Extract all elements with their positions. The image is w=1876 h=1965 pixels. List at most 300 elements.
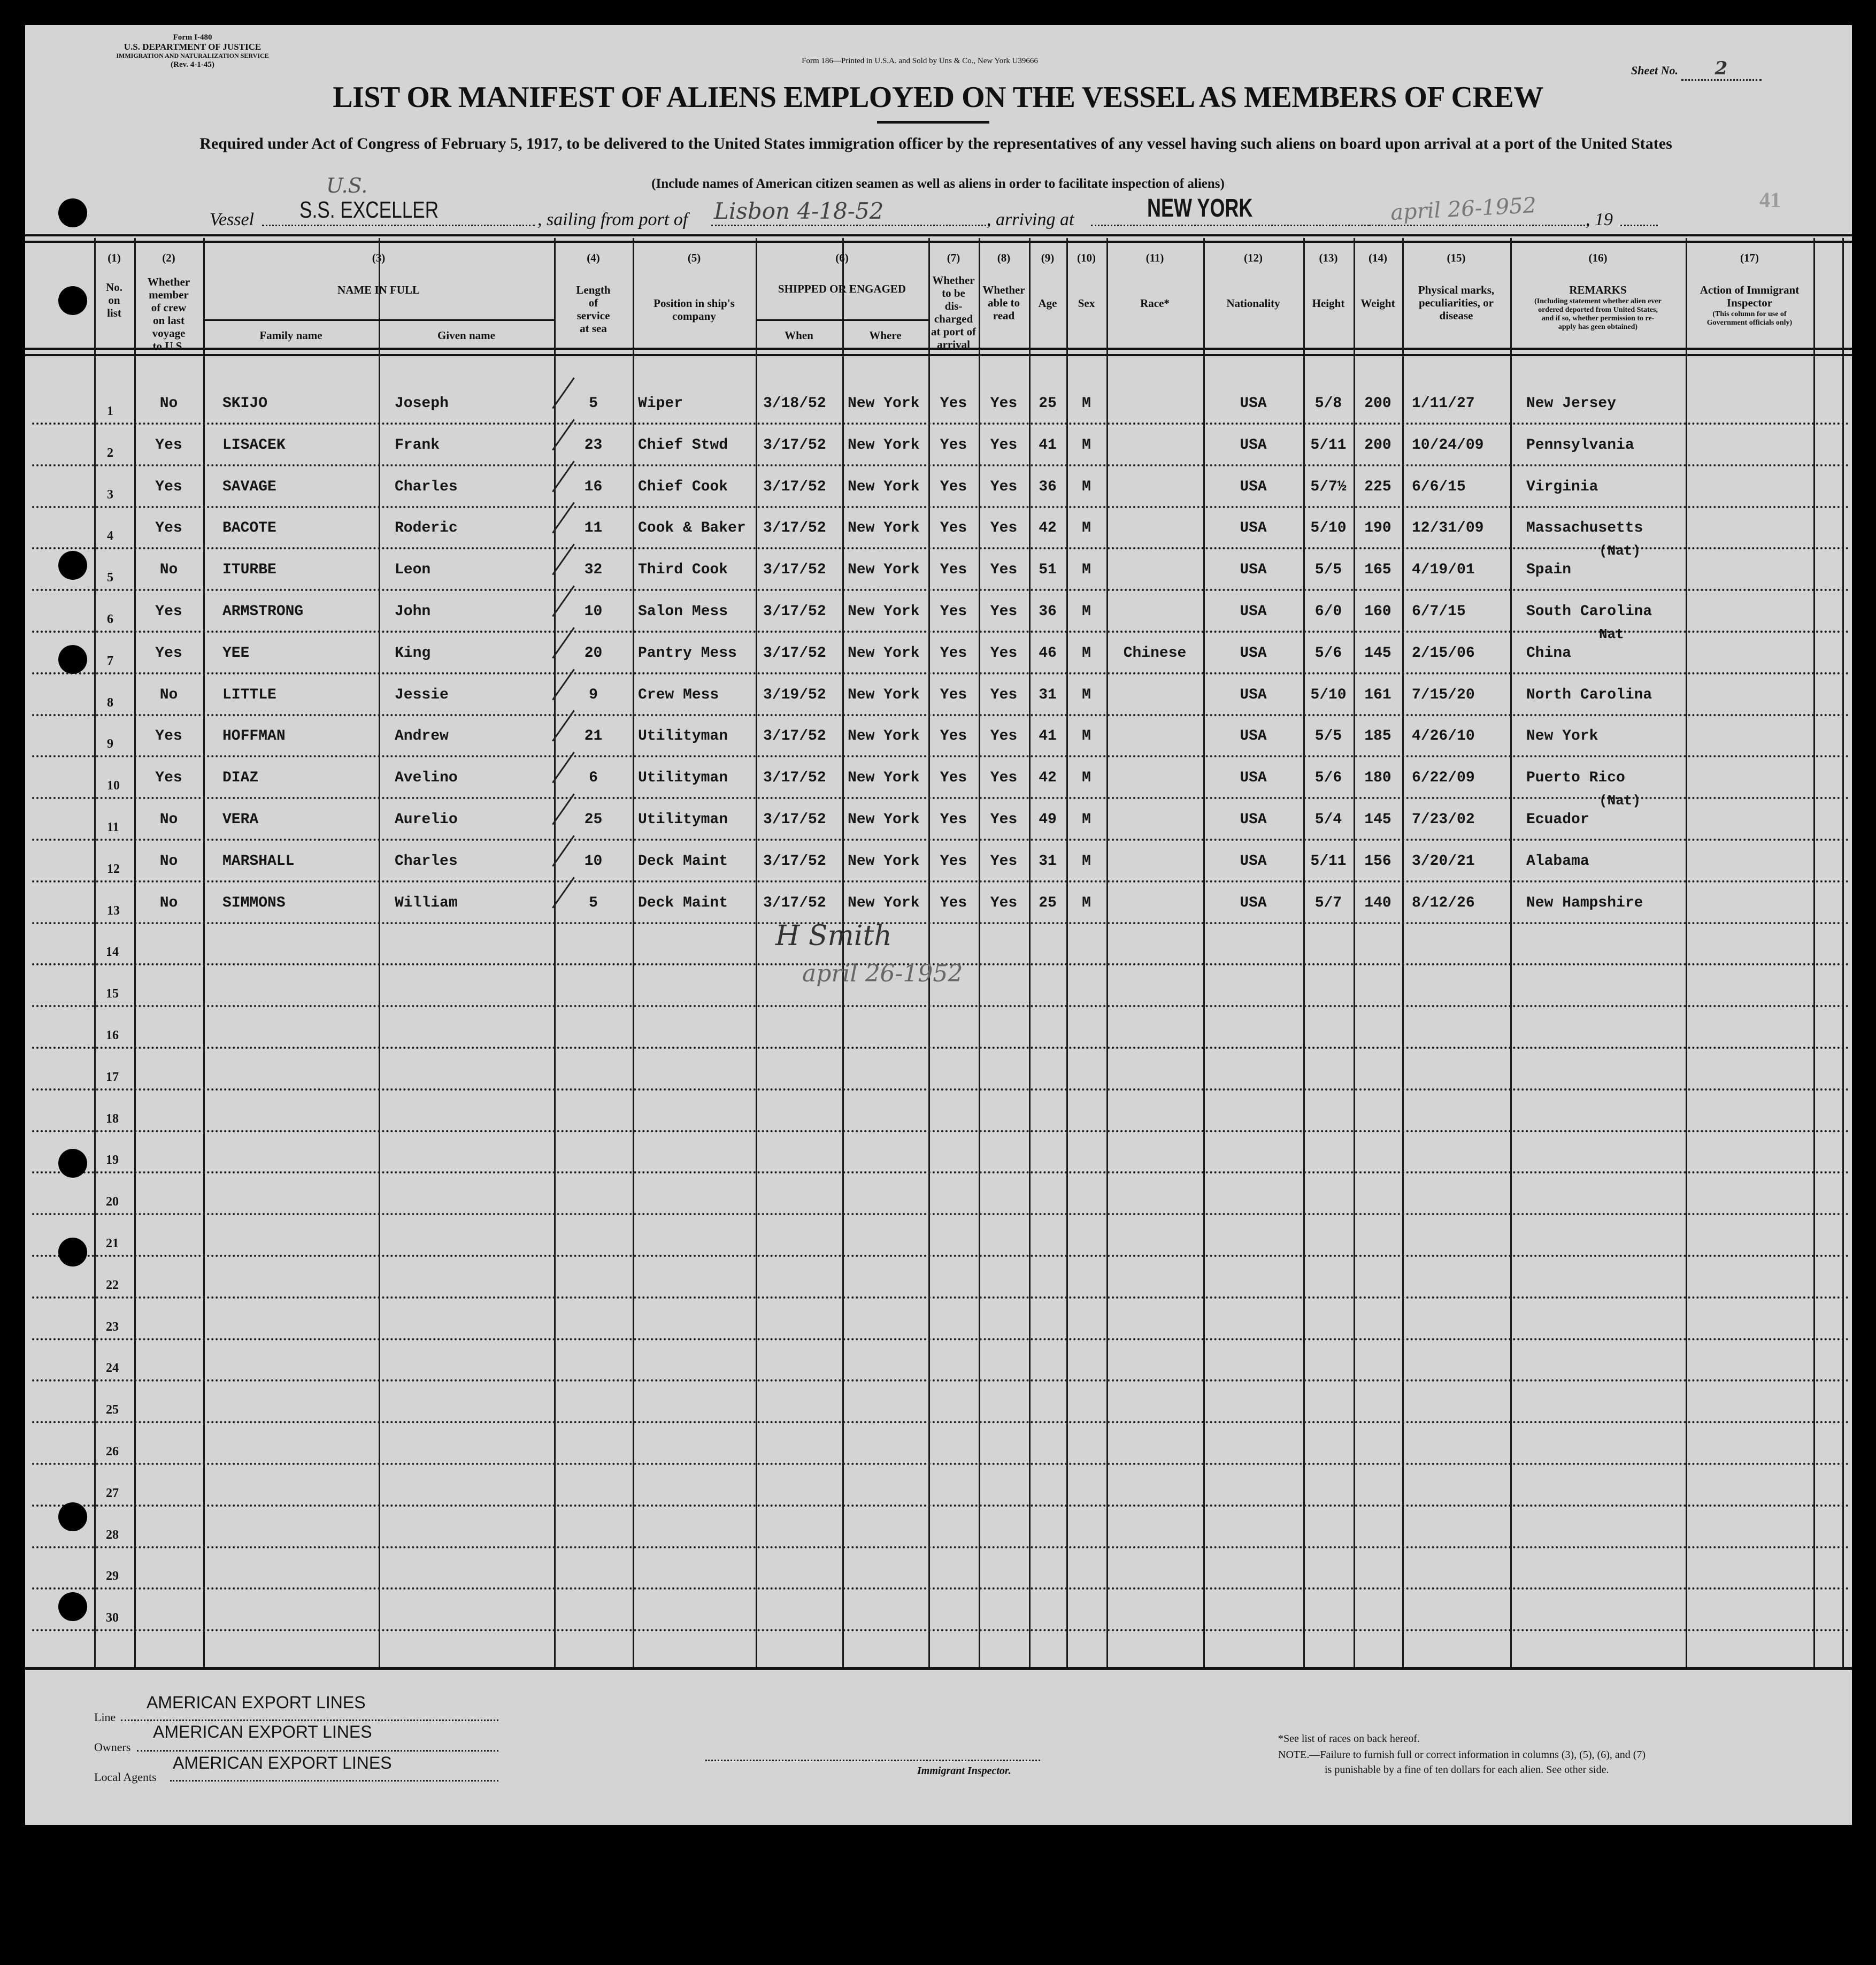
cell-age: 41 xyxy=(1039,437,1057,454)
shipped-subheader-rule xyxy=(756,319,928,321)
cell-position: Deck Maint xyxy=(638,853,728,870)
row-number: 23 xyxy=(106,1320,119,1334)
agents-value: AMERICAN EXPORT LINES xyxy=(173,1753,392,1772)
column-number-c16: (16) xyxy=(1588,251,1608,264)
cell-given: John xyxy=(395,603,431,620)
cell-sex: M xyxy=(1082,395,1091,412)
date-field-line xyxy=(1369,225,1588,226)
arrival-date: april 26-1952 xyxy=(1389,193,1537,226)
cell-physical: 7/15/20 xyxy=(1412,687,1475,703)
cell-remarks: South Carolina xyxy=(1526,603,1652,620)
cell-length: 6 xyxy=(589,770,598,786)
cell-read: Yes xyxy=(990,437,1018,454)
cell-physical: 4/26/10 xyxy=(1412,728,1475,744)
cell-weight: 180 xyxy=(1364,770,1391,786)
cell-where: New York xyxy=(848,395,920,412)
cell-age: 51 xyxy=(1039,562,1057,578)
cell-nationality: USA xyxy=(1240,437,1267,454)
column-header-c11: Race* xyxy=(1140,297,1170,310)
cell-where: New York xyxy=(848,811,920,828)
cell-nationality: USA xyxy=(1240,603,1267,620)
cell-sex: M xyxy=(1082,437,1091,454)
cell-remarks: Puerto Rico xyxy=(1526,770,1625,786)
service-name: IMMIGRATION AND NATURALIZATION SERVICE xyxy=(116,52,269,59)
cell-crew: No xyxy=(159,687,178,703)
cell-when: 3/17/52 xyxy=(763,728,826,744)
binder-hole xyxy=(58,1149,87,1178)
cell-when: 3/17/52 xyxy=(763,603,826,620)
cell-length: 23 xyxy=(584,437,603,454)
cell-discharged: Yes xyxy=(940,562,967,578)
column-header-c6: SHIPPED OR ENGAGED xyxy=(778,282,906,295)
cell-read: Yes xyxy=(990,728,1018,744)
row-rule xyxy=(32,1546,1850,1548)
note-label: NOTE. xyxy=(1278,1749,1310,1761)
cell-when: 3/17/52 xyxy=(763,437,826,454)
cell-length: 11 xyxy=(584,520,603,536)
row-number: 24 xyxy=(106,1361,119,1375)
cell-physical: 10/24/09 xyxy=(1412,437,1484,454)
cell-weight: 145 xyxy=(1364,811,1391,828)
margin-number: 41 xyxy=(1759,188,1781,212)
cell-weight: 165 xyxy=(1364,562,1391,578)
cell-given: Aurelio xyxy=(395,811,458,828)
cell-given: Jessie xyxy=(395,687,449,703)
inspector-signature-date: april 26-1952 xyxy=(802,960,963,987)
cell-age: 49 xyxy=(1039,811,1057,828)
cell-where: New York xyxy=(848,728,920,744)
column-header-c15: Physical marks, peculiarities, or disease xyxy=(1418,283,1495,322)
row-rule xyxy=(32,880,1850,882)
cell-weight: 190 xyxy=(1364,520,1391,536)
cell-physical: 2/15/06 xyxy=(1412,645,1475,662)
cell-weight: 160 xyxy=(1364,603,1391,620)
row-number: 30 xyxy=(106,1611,119,1625)
cell-sex: M xyxy=(1082,687,1091,703)
cell-nationality: USA xyxy=(1240,853,1267,870)
column-number-c10: (10) xyxy=(1077,251,1096,264)
cell-discharged: Yes xyxy=(940,728,967,744)
column-divider xyxy=(1686,238,1687,1667)
cell-read: Yes xyxy=(990,645,1018,662)
cell-family: BACOTE xyxy=(222,520,276,536)
cell-position: Pantry Mess xyxy=(638,645,737,662)
cell-remarks: New Hampshire xyxy=(1526,895,1643,911)
row-number: 8 xyxy=(107,696,113,710)
instruction: (Include names of American citizen seamen as well as aliens in order to facilitate inspection of aliens) xyxy=(651,176,1225,191)
cell-physical: 6/6/15 xyxy=(1412,479,1466,495)
year-field-line xyxy=(1620,225,1658,226)
row-rule xyxy=(32,1505,1850,1507)
cell-read: Yes xyxy=(990,895,1018,911)
binder-hole xyxy=(58,286,87,315)
cell-height: 5/7½ xyxy=(1310,479,1347,495)
line-label: Line xyxy=(94,1710,116,1724)
cell-position: Utilityman xyxy=(638,770,728,786)
name-subheader-rule xyxy=(203,319,554,321)
row-number: 29 xyxy=(106,1569,119,1583)
cell-crew: No xyxy=(159,395,178,412)
cell-discharged: Yes xyxy=(940,811,967,828)
cell-family: SAVAGE xyxy=(222,479,276,495)
row-number: 28 xyxy=(106,1528,119,1542)
row-rule xyxy=(32,1255,1850,1257)
cell-family: VERA xyxy=(222,811,259,828)
cell-sex: M xyxy=(1082,520,1091,536)
remarks-note: Nat xyxy=(1599,626,1624,642)
column-header-family-name: Family name xyxy=(259,329,322,342)
cell-age: 25 xyxy=(1039,895,1057,911)
row-number: 26 xyxy=(106,1445,119,1459)
row-rule xyxy=(32,1463,1850,1465)
cell-crew: No xyxy=(159,853,178,870)
cell-crew: Yes xyxy=(155,770,182,786)
owners-label: Owners xyxy=(94,1740,131,1754)
year-label: , 19 xyxy=(1586,210,1613,229)
binder-hole xyxy=(58,551,87,580)
cell-given: Charles xyxy=(395,479,458,495)
cell-nationality: USA xyxy=(1240,479,1267,495)
binder-hole xyxy=(58,645,87,674)
column-header-c4: Length of service at sea xyxy=(576,283,611,335)
sailing-port: Lisbon 4-18-52 xyxy=(714,198,884,224)
penalty-note xyxy=(1278,1749,1646,1761)
remarks-note: (Nat) xyxy=(1599,793,1641,809)
line-value: AMERICAN EXPORT LINES xyxy=(147,1693,366,1712)
cell-position: Salon Mess xyxy=(638,603,728,620)
row-rule xyxy=(32,797,1850,799)
column-number-c14: (14) xyxy=(1368,251,1387,264)
row-rule xyxy=(32,547,1850,549)
column-header-c2: Whether member of crew on last voyage to U.S. xyxy=(147,275,190,352)
cell-height: 5/10 xyxy=(1310,687,1347,703)
cell-nationality: USA xyxy=(1240,895,1267,911)
column-number-c15: (15) xyxy=(1447,251,1466,264)
cell-discharged: Yes xyxy=(940,437,967,454)
cell-when: 3/18/52 xyxy=(763,395,826,412)
cell-crew: No xyxy=(159,562,178,578)
cell-remarks: Virginia xyxy=(1526,479,1598,495)
arriving-field-line xyxy=(1091,225,1369,226)
cell-age: 31 xyxy=(1039,687,1057,703)
cell-position: Third Cook xyxy=(638,562,728,578)
cell-where: New York xyxy=(848,562,920,578)
cell-sex: M xyxy=(1082,811,1091,828)
cell-length: 25 xyxy=(584,811,603,828)
cell-race: Chinese xyxy=(1123,645,1187,662)
cell-crew: Yes xyxy=(155,520,182,536)
column-header-when: When xyxy=(785,329,813,342)
cell-where: New York xyxy=(848,687,920,703)
vessel-field-line xyxy=(262,225,535,226)
cell-height: 5/8 xyxy=(1314,395,1342,412)
column-number-c8: (8) xyxy=(997,251,1011,264)
inspector-signature-line xyxy=(705,1760,1040,1761)
cell-age: 25 xyxy=(1039,395,1057,412)
column-header-c9: Age xyxy=(1038,297,1057,310)
cell-when: 3/17/52 xyxy=(763,520,826,536)
page-title: LIST OR MANIFEST OF ALIENS EMPLOYED ON THE VESSEL AS MEMBERS OF CREW xyxy=(333,81,1543,114)
cell-age: 42 xyxy=(1039,770,1057,786)
column-number-c13: (13) xyxy=(1319,251,1338,264)
cell-family: MARSHALL xyxy=(222,853,295,870)
row-rule xyxy=(32,1047,1850,1049)
column-header-c8: Whether able to read xyxy=(982,283,1025,322)
cell-given: Leon xyxy=(395,562,431,578)
row-number: 7 xyxy=(107,654,113,668)
cell-remarks: North Carolina xyxy=(1526,687,1652,703)
cell-weight: 200 xyxy=(1364,395,1391,412)
cell-crew: No xyxy=(159,895,178,911)
cell-weight: 156 xyxy=(1364,853,1391,870)
note-text: —Failure to furnish full or correct information in columns (3), (5), (6), and (7) xyxy=(1309,1749,1646,1761)
row-number: 2 xyxy=(107,446,113,460)
row-number: 11 xyxy=(107,820,119,834)
row-rule xyxy=(32,1338,1850,1340)
cell-where: New York xyxy=(848,520,920,536)
cell-weight: 185 xyxy=(1364,728,1391,744)
cell-crew: Yes xyxy=(155,645,182,662)
cell-length: 9 xyxy=(589,687,598,703)
cell-nationality: USA xyxy=(1240,395,1267,412)
column-header-c13: Height xyxy=(1312,297,1345,310)
cell-sex: M xyxy=(1082,603,1091,620)
column-divider xyxy=(1842,238,1844,1667)
races-note: *See list of races on back hereof. xyxy=(1278,1733,1420,1745)
table-top-rule xyxy=(25,241,1852,243)
row-rule xyxy=(32,1379,1850,1381)
cell-given: Frank xyxy=(395,437,440,454)
column-header-c7: Whether to be dis- charged at port of arrival xyxy=(931,274,976,351)
row-number: 14 xyxy=(106,945,119,959)
cell-crew: Yes xyxy=(155,479,182,495)
cell-length: 5 xyxy=(589,395,598,412)
cell-nationality: USA xyxy=(1240,728,1267,744)
cell-where: New York xyxy=(848,603,920,620)
column-number-c17: (17) xyxy=(1740,251,1759,264)
cell-sex: M xyxy=(1082,479,1091,495)
column-number-c5: (5) xyxy=(687,251,701,264)
row-number: 25 xyxy=(106,1403,119,1417)
cell-weight: 145 xyxy=(1364,645,1391,662)
cell-given: Andrew xyxy=(395,728,449,744)
row-number: 16 xyxy=(106,1028,119,1042)
cell-length: 5 xyxy=(589,895,598,911)
vessel-annotation: U.S. xyxy=(326,174,368,197)
row-number: 19 xyxy=(106,1153,119,1167)
cell-age: 36 xyxy=(1039,603,1057,620)
cell-position: Crew Mess xyxy=(638,687,719,703)
row-rule xyxy=(32,1005,1850,1007)
cell-remarks: China xyxy=(1526,645,1572,662)
sheet-value: 2 xyxy=(1681,58,1762,81)
row-rule xyxy=(32,423,1850,425)
penalty-note-continued: is punishable by a fine of ten dollars for each alien. See other side. xyxy=(1325,1764,1609,1776)
cell-family: SKIJO xyxy=(222,395,268,412)
cell-remarks: Ecuador xyxy=(1526,811,1589,828)
cell-position: Deck Maint xyxy=(638,895,728,911)
cell-where: New York xyxy=(848,770,920,786)
column-number-c3: (3) xyxy=(372,251,386,264)
cell-family: LISACEK xyxy=(222,437,286,454)
cell-given: Charles xyxy=(395,853,458,870)
cell-physical: 6/7/15 xyxy=(1412,603,1466,620)
cell-position: Utilityman xyxy=(638,728,728,744)
cell-discharged: Yes xyxy=(940,687,967,703)
cell-family: LITTLE xyxy=(222,687,276,703)
cell-where: New York xyxy=(848,645,920,662)
cell-given: King xyxy=(395,645,431,662)
cell-height: 5/5 xyxy=(1314,728,1342,744)
cell-physical: 7/23/02 xyxy=(1412,811,1475,828)
cell-nationality: USA xyxy=(1240,770,1267,786)
cell-when: 3/17/52 xyxy=(763,770,826,786)
cell-where: New York xyxy=(848,895,920,911)
form-revision: (Rev. 4-1-45) xyxy=(171,60,214,69)
cell-given: Roderic xyxy=(395,520,458,536)
cell-length: 16 xyxy=(584,479,603,495)
cell-where: New York xyxy=(848,853,920,870)
cell-height: 5/7 xyxy=(1314,895,1342,911)
cell-sex: M xyxy=(1082,645,1091,662)
cell-weight: 140 xyxy=(1364,895,1391,911)
cell-family: YEE xyxy=(222,645,250,662)
row-number: 17 xyxy=(106,1070,119,1084)
printer-line: Form 186—Printed in U.S.A. and Sold by Uns & Co., New York U39666 xyxy=(802,57,1038,65)
cell-nationality: USA xyxy=(1240,645,1267,662)
cell-when: 3/17/52 xyxy=(763,811,826,828)
cell-when: 3/17/52 xyxy=(763,562,826,578)
cell-length: 21 xyxy=(584,728,603,744)
row-number: 5 xyxy=(107,571,113,585)
row-number: 21 xyxy=(106,1237,119,1250)
cell-discharged: Yes xyxy=(940,395,967,412)
row-rule xyxy=(32,1421,1850,1423)
row-number: 1 xyxy=(107,404,113,418)
cell-physical: 12/31/09 xyxy=(1412,520,1484,536)
cell-length: 10 xyxy=(584,853,603,870)
cell-when: 3/17/52 xyxy=(763,853,826,870)
cell-family: DIAZ xyxy=(222,770,259,786)
sheet-number xyxy=(1631,58,1762,81)
cell-length: 20 xyxy=(584,645,603,662)
cell-remarks: Pennsylvania xyxy=(1526,437,1634,454)
column-header-given-name: Given name xyxy=(437,329,495,342)
binder-hole xyxy=(58,1502,87,1531)
cell-read: Yes xyxy=(990,479,1018,495)
row-number: 22 xyxy=(106,1278,119,1292)
cell-sex: M xyxy=(1082,728,1091,744)
form-number: Form I-480 xyxy=(173,33,212,42)
header-bottom-rule xyxy=(25,354,1852,356)
row-rule xyxy=(32,1088,1850,1091)
cell-weight: 200 xyxy=(1364,437,1391,454)
cell-when: 3/17/52 xyxy=(763,479,826,495)
column-divider xyxy=(94,238,96,1667)
column-header-c3: NAME IN FULL xyxy=(337,283,420,296)
row-number: 6 xyxy=(107,612,113,626)
row-rule xyxy=(32,1296,1850,1299)
cell-height: 5/6 xyxy=(1314,770,1342,786)
row-number: 12 xyxy=(107,862,120,876)
table-top-rule xyxy=(25,234,1852,236)
cell-nationality: USA xyxy=(1240,562,1267,578)
cell-where: New York xyxy=(848,479,920,495)
cell-read: Yes xyxy=(990,395,1018,412)
row-rule xyxy=(32,1629,1850,1631)
cell-when: 3/17/52 xyxy=(763,895,826,911)
cell-height: 5/5 xyxy=(1314,562,1342,578)
column-header-where: Where xyxy=(869,329,902,342)
column-header-c17: Action of Immigrant Inspector xyxy=(1700,283,1800,309)
cell-discharged: Yes xyxy=(940,895,967,911)
column-header-c14: Weight xyxy=(1360,297,1395,310)
cell-physical: 6/22/09 xyxy=(1412,770,1475,786)
agents-label: Local Agents xyxy=(94,1770,157,1784)
row-rule xyxy=(32,1587,1850,1590)
cell-crew: Yes xyxy=(155,728,182,744)
cell-position: Utilityman xyxy=(638,811,728,828)
cell-discharged: Yes xyxy=(940,770,967,786)
vessel-label: Vessel xyxy=(210,210,255,229)
column-number-c4: (4) xyxy=(587,251,600,264)
cell-nationality: USA xyxy=(1240,520,1267,536)
cell-remarks: New Jersey xyxy=(1526,395,1617,412)
cell-weight: 225 xyxy=(1364,479,1391,495)
column-divider xyxy=(1813,238,1815,1667)
cell-physical: 4/19/01 xyxy=(1412,562,1475,578)
cell-discharged: Yes xyxy=(940,645,967,662)
column-header-c16: REMARKS xyxy=(1569,283,1627,296)
cell-age: 41 xyxy=(1039,728,1057,744)
arriving-port: NEW YORK xyxy=(1147,194,1253,222)
inspector-column-note: (This column for use of Government officials only) xyxy=(1706,310,1793,327)
column-number-c7: (7) xyxy=(947,251,960,264)
cell-given: William xyxy=(395,895,458,911)
column-header-c1: No. on list xyxy=(106,281,122,319)
remarks-note: (Nat) xyxy=(1599,543,1641,559)
cell-crew: Yes xyxy=(155,603,182,620)
cell-age: 36 xyxy=(1039,479,1057,495)
form-identifier xyxy=(102,33,283,70)
cell-physical: 1/11/27 xyxy=(1412,395,1475,412)
cell-family: SIMMONS xyxy=(222,895,286,911)
cell-discharged: Yes xyxy=(940,853,967,870)
inspector-signature: H Smith xyxy=(775,920,892,952)
cell-sex: M xyxy=(1082,853,1091,870)
cell-position: Wiper xyxy=(638,395,683,412)
cell-height: 5/11 xyxy=(1310,853,1347,870)
row-rule xyxy=(32,464,1850,466)
row-rule xyxy=(32,589,1850,591)
agents-field-line xyxy=(170,1780,498,1782)
binder-hole xyxy=(58,1238,87,1266)
cell-remarks: Alabama xyxy=(1526,853,1589,870)
table-bottom-rule xyxy=(25,1667,1852,1670)
sheet-label: Sheet No. xyxy=(1631,64,1678,77)
line-field-line xyxy=(121,1720,498,1721)
cell-read: Yes xyxy=(990,770,1018,786)
subtitle: Required under Act of Congress of February 5, 1917, to be delivered to the United States immigration officer by the representatives of any vessel having such aliens on board upon arrival at a port of the United States xyxy=(199,135,1672,152)
title-underline xyxy=(877,121,989,124)
column-divider xyxy=(1106,238,1108,1667)
cell-given: Avelino xyxy=(395,770,458,786)
row-number: 15 xyxy=(106,987,119,1001)
sailing-label: , sailing from port of xyxy=(537,210,688,229)
row-rule xyxy=(32,1171,1850,1173)
owners-value: AMERICAN EXPORT LINES xyxy=(153,1722,372,1741)
cell-discharged: Yes xyxy=(940,479,967,495)
